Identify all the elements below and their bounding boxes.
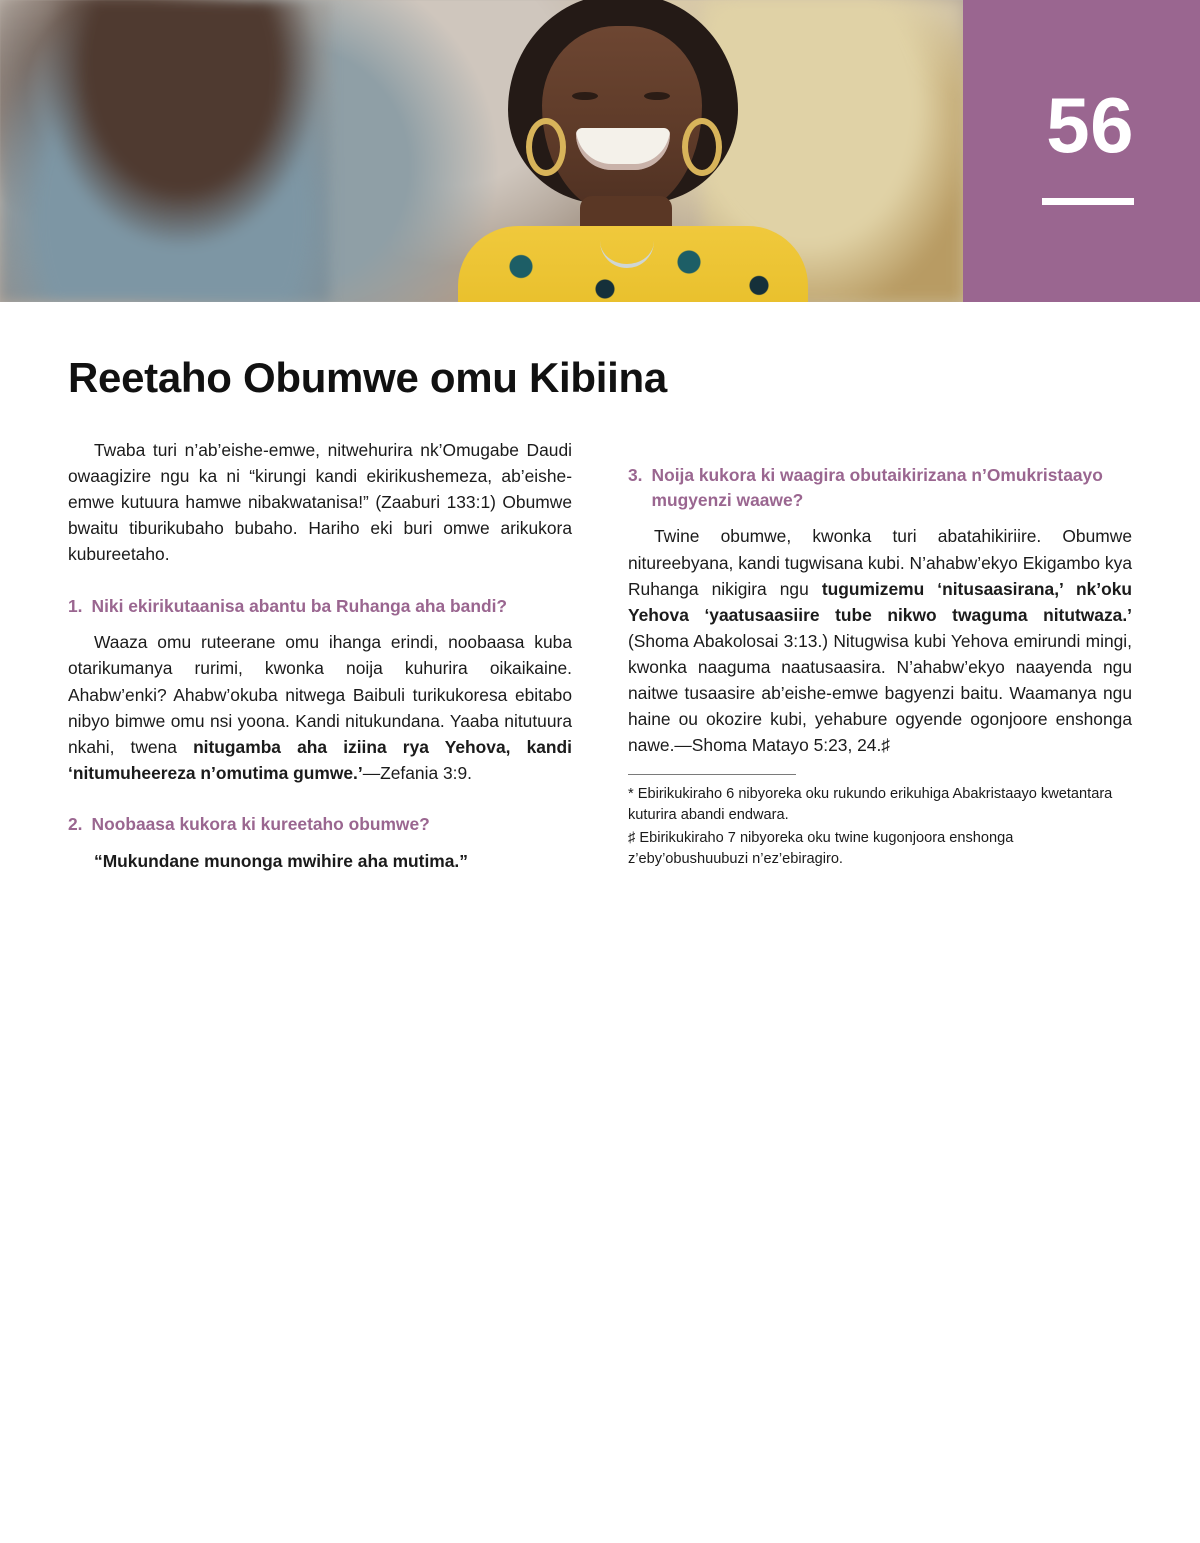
footnotes-section [628, 774, 1132, 869]
question-heading-2 [68, 812, 572, 837]
body-text: Waaza omu ruteerane omu ihanga erindi, noobaasa kuba otarikumanya rurimi, kwonka noija kuhurira oikaikaine. Ahabw’enki? Ahabw’okuba nitwega Baibuli turikukoresa ebitabo nibyo bimwe omu nsi yoona. Kandi nitukundana. Yaaba nitutuura nkahi, twena [68, 632, 572, 757]
footnote-text: Ebirikukiraho 7 nibyoreka oku twine kugonjoora enshonga z’eby’obushuubuzi n’ez’ebiragiro. [628, 829, 1014, 867]
footnote-2 [628, 828, 1132, 869]
footnote-1 [628, 784, 1132, 825]
question-text-1: Niki ekirikutaanisa abantu ba Ruhanga aha bandi? [91, 595, 508, 616]
lesson-number-block [963, 0, 1200, 302]
hero-banner [0, 0, 1200, 302]
question-heading-1 [68, 594, 572, 619]
question-text-3: Noija kukora ki waagira obutaikirizana n’Omukristaayo mugyenzi waawe? [651, 465, 1103, 510]
hero-photo [0, 0, 963, 302]
intro-paragraph: Twaba turi n’ab’eishe-emwe, nitwehurira nk’Omugabe Daudi owaagizire ngu ka ni “kirungi kandi ekirikushemeza, ab’eishe-emwe kutuura hamwe nibakwatanisa!” (Zaaburi 133:1) Obumwe bwaitu tiburikubaho bubaho. Hariho eki buri omwe arikukora kubureetaho. [68, 440, 572, 565]
body-text: —Zefania 3:9. [362, 762, 472, 783]
page-title: Reetaho Obumwe omu Kibiina [68, 354, 667, 401]
answer-paragraph-1 [68, 629, 572, 786]
lesson-number-underline [1042, 198, 1134, 205]
subject-eye-right [644, 92, 670, 100]
subject-eye-left [572, 92, 598, 100]
body-text: (Shoma Abakolosai 3:13.) Nitugwisa kubi Yehova emirundi mingi, kwonka naaguma naatusaasira. N’ahabw’ekyo naayenda ngu naitwe tusaasire ab’eishe-emwe bagyenzi baitu. Waamanya ngu haine ou okozire kubi, yehabure ogyende ogonjoore enshonga nawe.—Shoma Matayo 5:23, 24.♯ [628, 630, 1132, 756]
emphasis-text: nitugamba aha iziina rya Yehova, kandi ‘nitumuheereza n’omutima gumwe.’ [68, 736, 572, 783]
column-left [68, 437, 572, 874]
subject-earring-left [526, 118, 566, 176]
question-heading-3 [628, 463, 1132, 512]
footnote-divider [628, 774, 796, 775]
footnote-marker: * [628, 786, 638, 803]
subject-earring-right [682, 118, 722, 176]
answer-paragraph-2 [68, 848, 572, 874]
page-body [0, 302, 1200, 874]
column-right [628, 437, 1132, 869]
question-number-1: 1. [68, 595, 83, 616]
emphasis-text: “Mukundane munonga mwihire aha mutima.” [94, 850, 468, 871]
question-number-3: 3. [628, 465, 643, 486]
footnote-marker: ♯ [628, 829, 640, 846]
lesson-number: 56 [1046, 81, 1134, 169]
answer-paragraph-3 [628, 523, 1132, 758]
article-columns [68, 437, 1132, 874]
footnote-text: Ebirikukiraho 6 nibyoreka oku rukundo erikuhiga Abakristaayo kwetantara kuturira abandi endwara. [628, 786, 1113, 824]
body-text: Twine obumwe, kwonka turi abatahikiriire. Obumwe nitureebyana, kandi tugwisana kubi. N’ahabw’ekyo Ekigambo kya Ruhanga nikigira ngu [628, 526, 1132, 599]
photo-subject-woman [430, 0, 820, 302]
emphasis-text: tugumizemu ‘nitusaasirana,’ nk’oku Yehova ‘yaatusaasiire tube nikwo twaguma nitutwaza.’ [628, 578, 1132, 625]
question-number-2: 2. [68, 813, 83, 834]
question-text-2: Noobaasa kukora ki kureetaho obumwe? [91, 813, 430, 834]
photo-foreground-left [0, 0, 330, 302]
